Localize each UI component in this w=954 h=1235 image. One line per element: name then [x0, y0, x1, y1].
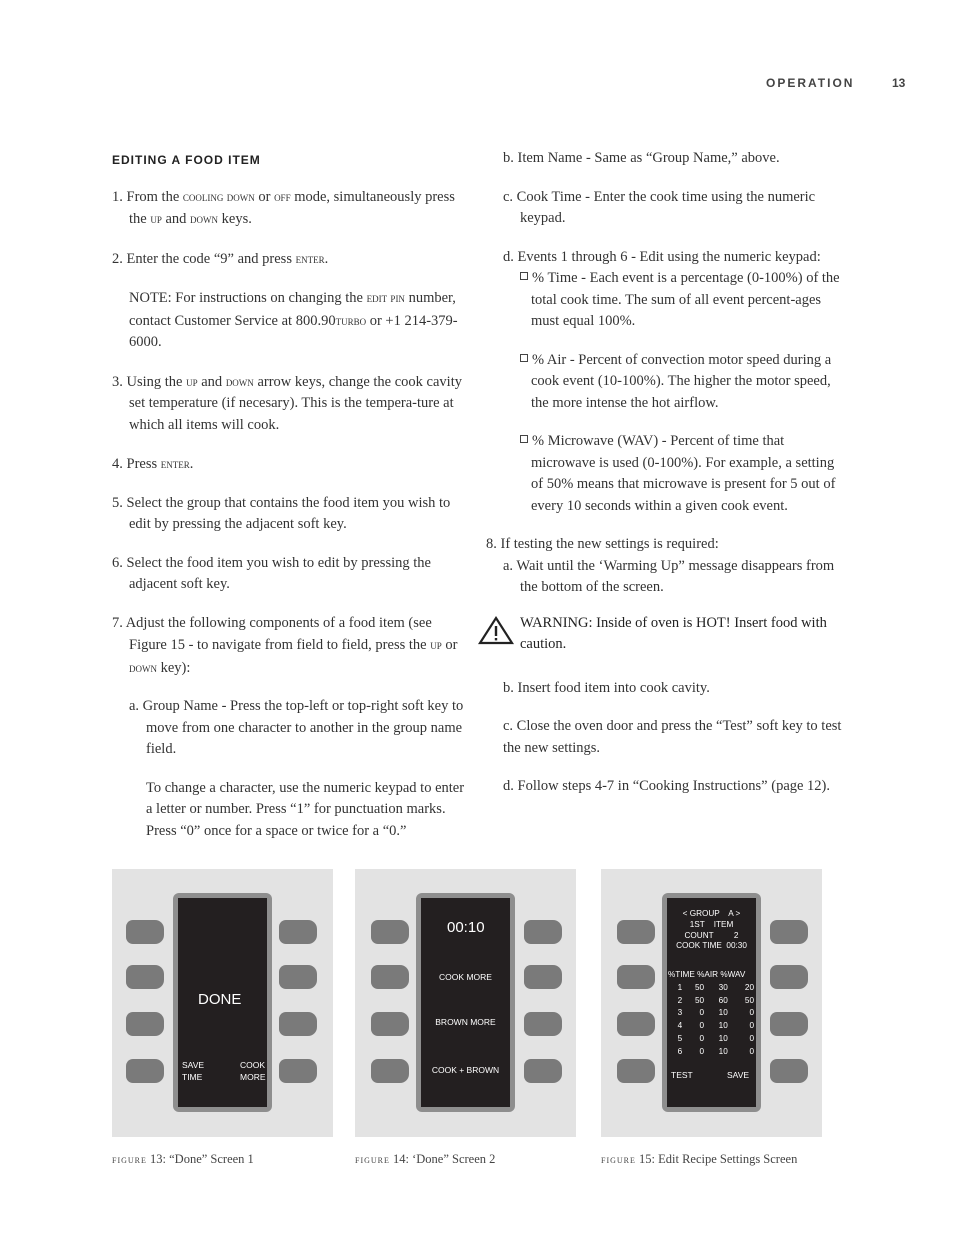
soft-key-left-3[interactable]: [371, 1012, 409, 1036]
soft-key-left-1[interactable]: [126, 920, 164, 944]
soft-key-right-4[interactable]: [770, 1059, 808, 1083]
event-cell: 30: [718, 983, 728, 992]
step-8b: b. Insert food item into cook cavity.: [503, 679, 710, 696]
display-frame: [173, 893, 272, 1112]
figure-15-caption: figure 15: Edit Recipe Settings Screen: [601, 1152, 798, 1166]
display-screen: [667, 898, 756, 1107]
warning-text: WARNING: Inside of oven is HOT! Insert food with caution.: [520, 614, 827, 652]
event-cell: 2: [677, 995, 683, 1005]
soft-key-right-1[interactable]: [524, 920, 562, 944]
cook-time-line: COOK TIME 00:30: [676, 941, 747, 950]
time-pct-header: %TIME: [668, 970, 695, 979]
soft-key-left-2[interactable]: [371, 965, 409, 989]
page-number: 13: [892, 76, 906, 90]
save-time-line-2: TIME: [182, 1072, 203, 1082]
note-paragraph: NOTE: For instructions on changing the edit pin number, contact Customer Service at 800.90turbo or +1 214-379-6000.: [129, 290, 458, 350]
soft-key-right-3[interactable]: [279, 1012, 317, 1036]
step-5: 5. Select the group that contains the food item you wish to edit by pressing the adjacent soft key.: [112, 494, 451, 532]
display-screen: [178, 898, 267, 1107]
events-table: [671, 981, 756, 1059]
cook-more-option: COOK MORE: [439, 972, 492, 982]
event-cell: 1: [677, 983, 683, 992]
soft-key-right-4[interactable]: [279, 1059, 317, 1083]
event-cell: 0: [749, 1033, 754, 1043]
figure-13-done-screen-1: [112, 869, 333, 1137]
event-cell: 50: [695, 995, 705, 1005]
step-7b: b. Item Name - Same as “Group Name,” above.: [503, 150, 780, 166]
brown-more-option: BROWN MORE: [435, 1017, 496, 1027]
event-cell: 0: [699, 1008, 705, 1018]
event-cell: 6: [677, 1046, 683, 1056]
section-title: EDITING A FOOD ITEM: [112, 153, 261, 167]
event-cell: 10: [718, 1008, 728, 1018]
step-7d: d. Events 1 through 6 - Edit using the numeric keypad:: [503, 248, 821, 265]
event-row: [673, 983, 754, 994]
soft-key-right-3[interactable]: [524, 1012, 562, 1036]
soft-key-left-4[interactable]: [617, 1059, 655, 1083]
soft-key-right-2[interactable]: [770, 965, 808, 989]
soft-key-left-4[interactable]: [371, 1059, 409, 1083]
step-6: 6. Select the food item you wish to edit by pressing the adjacent soft key.: [112, 554, 431, 592]
step-2: 2. Enter the code “9” and press enter.: [112, 250, 329, 267]
right-column: [486, 148, 846, 798]
event-cell: 0: [749, 1008, 754, 1018]
event-cell: 0: [749, 1021, 754, 1031]
soft-key-right-1[interactable]: [770, 920, 808, 944]
event-cell: 0: [749, 1046, 754, 1056]
soft-key-right-1[interactable]: [279, 920, 317, 944]
display-screen: [421, 898, 510, 1107]
time-readout: 00:10: [447, 919, 485, 936]
event-row: [673, 1021, 754, 1032]
soft-key-right-4[interactable]: [524, 1059, 562, 1083]
test-soft-label: TEST: [671, 1070, 693, 1080]
soft-key-left-2[interactable]: [126, 965, 164, 989]
soft-key-right-2[interactable]: [524, 965, 562, 989]
section-header: OPERATION: [766, 76, 855, 90]
step-7c: c. Cook Time - Enter the cook time using the numeric keypad.: [503, 188, 816, 226]
air-pct-header: %AIR: [697, 970, 719, 979]
group-line: < GROUP A >: [682, 909, 741, 918]
warning-block: [486, 613, 846, 656]
cook-brown-option: COOK + BROWN: [431, 1065, 500, 1075]
warning-triangle-icon: [478, 615, 514, 645]
cook-more-line-1: COOK: [240, 1060, 266, 1070]
bullet-microwave: % Microwave (WAV) - Percent of time that microwave is used (0-100%). For example, a setting of 50% means that microwave is present for 5 out of every 10 seconds within a given cook event.: [486, 431, 846, 517]
step-7: 7. Adjust the following components of a food item (see Figure 15 - to navigate from field to field, press the up or down key):: [112, 614, 458, 676]
event-cell: 50: [695, 983, 705, 992]
step-8: 8. If testing the new settings is required:: [486, 536, 719, 552]
event-row: [673, 1008, 754, 1019]
step-3: 3. Using the up and down arrow keys, change the cook cavity set temperature (if necesary). This is the tempera-ture at which all items will cook.: [112, 373, 462, 433]
event-cell: 60: [718, 995, 728, 1005]
figure-14-caption: figure 14: ‘Done” Screen 2: [355, 1152, 496, 1166]
event-cell: 50: [744, 995, 754, 1005]
event-cell: 5: [677, 1033, 683, 1043]
soft-key-right-2[interactable]: [279, 965, 317, 989]
left-column: [112, 150, 472, 859]
step-8d: d. Follow steps 4-7 in “Cooking Instructions” (page 12).: [503, 778, 831, 794]
soft-key-left-3[interactable]: [126, 1012, 164, 1036]
events-header: [668, 970, 745, 979]
step-7a-detail: To change a character, use the numeric keypad to enter a letter or number. Press “1” for punctuation marks. Press “0” once for a space or twice for a “0.”: [146, 779, 465, 839]
soft-key-left-4[interactable]: [126, 1059, 164, 1083]
step-4: 4. Press enter.: [112, 456, 194, 472]
event-row: [673, 1047, 754, 1058]
checkbox-bullet-icon: [520, 435, 528, 443]
figure-14-done-screen-2: [355, 869, 576, 1137]
event-cell: 10: [718, 1046, 728, 1056]
count-line: COUNT 2: [684, 931, 739, 940]
event-row: [673, 996, 754, 1007]
cook-more-line-2: MORE: [240, 1072, 266, 1082]
step-1: 1. From the cooling down or off mode, simultaneously press the up and down keys.: [112, 188, 455, 227]
soft-key-left-2[interactable]: [617, 965, 655, 989]
event-cell: 0: [699, 1021, 705, 1031]
event-row: [673, 1034, 754, 1045]
display-frame: [416, 893, 515, 1112]
event-cell: 10: [718, 1033, 728, 1043]
figure-13-caption: figure 13: “Done” Screen 1: [112, 1152, 254, 1166]
step-8c: c. Close the oven door and press the “Test” soft key to test the new settings.: [503, 718, 842, 756]
event-cell: 10: [718, 1021, 728, 1031]
soft-key-left-1[interactable]: [617, 920, 655, 944]
bullet-air: % Air - Percent of convection motor speed during a cook event (10-100%). The higher the motor speed, the more intense the hot airflow.: [486, 350, 846, 415]
bullet-time: % Time - Each event is a percentage (0-100%) of the total cook time. The sum of all event percent-ages must equal 100%.: [486, 268, 846, 333]
event-cell: 0: [699, 1046, 705, 1056]
event-cell: 20: [744, 983, 754, 992]
save-soft-label: SAVE: [727, 1070, 750, 1080]
save-time-line-1: SAVE: [182, 1060, 205, 1070]
soft-key-right-3[interactable]: [770, 1012, 808, 1036]
item-line: 1ST ITEM: [689, 920, 734, 929]
figure-15-edit-recipe-screen: [601, 869, 822, 1137]
step-8a: a. Wait until the ‘Warming Up” message disappears from the bottom of the screen.: [503, 557, 835, 595]
checkbox-bullet-icon: [520, 272, 528, 280]
soft-key-left-3[interactable]: [617, 1012, 655, 1036]
event-cell: 3: [677, 1008, 683, 1018]
event-cell: 0: [699, 1033, 705, 1043]
step-7a: a. Group Name - Press the top-left or top-right soft key to move from one character to another in the group name field.: [129, 698, 464, 757]
event-cell: 4: [677, 1021, 683, 1031]
display-frame: [662, 893, 761, 1112]
soft-key-left-1[interactable]: [371, 920, 409, 944]
checkbox-bullet-icon: [520, 354, 528, 362]
done-label: DONE: [198, 991, 242, 1008]
wav-pct-header: %WAV: [720, 970, 746, 979]
